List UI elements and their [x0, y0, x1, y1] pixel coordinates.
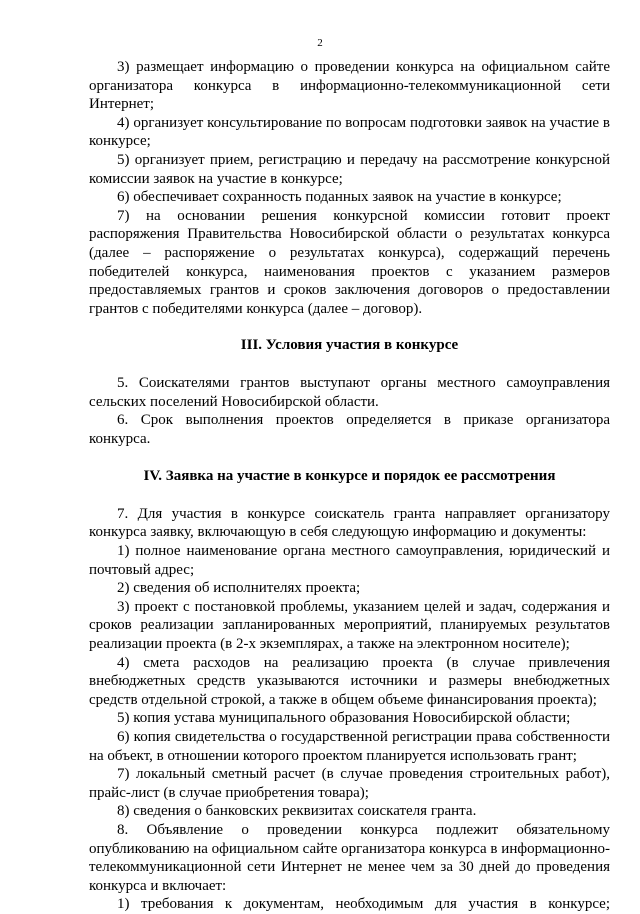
intro-item-4: 4) организует консультирование по вопросам подготовки заявок на участие в конкурсе;: [89, 114, 610, 150]
section-4-item-5: 5) копия устава муниципального образования Новосибирской области;: [117, 710, 571, 727]
intro-item-3: 3) размещает информацию о проведении конкурса на официальном сайте организатора конкурса в информационно-телекоммуникационной сети Интернет;: [89, 59, 610, 113]
document-body: [89, 58, 610, 914]
section-4-item-7: 7) локальный сметный расчет (в случае проведения строительных работ), прайс-лист (в случае приобретения товара);: [89, 766, 610, 801]
page-number: 2: [317, 37, 323, 49]
intro-item-5: 5) организует прием, регистрацию и передачу на рассмотрение конкурсной комиссии заявок на участие в конкурсе;: [89, 151, 610, 187]
section-4-item-4: 4) смета расходов на реализацию проекта (в случае привлечения внебюджетных средств указываются источники и размеры внебюджетных средств отдельной строкой, а также в общем объеме финансирования проекта);: [89, 654, 610, 708]
intro-item-7: 7) на основании решения конкурсной комиссии готовит проект распоряжения Правительства Новосибирской области о результатах конкурса (далее – распоряжение о результатах конкурса), содержащий перечень победителей конкурса, наименования проектов с указанием размеров предоставляемых грантов и сроков заключения договоров о предоставлении грантов с победителями конкурса (далее – договор).: [89, 207, 610, 317]
section-4-announcement-item-1: 1) требования к документам, необходимым для участия в конкурсе;: [117, 896, 610, 913]
section-4-paragraph-7: 7. Для участия в конкурсе соискатель гранта направляет организатору конкурса заявку, включающую в себя следующую информацию и документы:: [89, 505, 610, 541]
section-3-paragraph-6: 6. Срок выполнения проектов определяется в приказе организатора конкурса.: [89, 412, 610, 447]
section-3-title: III. Условия участия в конкурсе: [240, 337, 459, 354]
section-4-item-2: 2) сведения об исполнителях проекта;: [117, 580, 361, 597]
section-4-item-3: 3) проект с постановкой проблемы, указанием целей и задач, содержания и сроков реализации запланированных мероприятий, планируемых результатов реализации проекта (в 2-х экземплярах, а также на электронном носителе);: [89, 598, 610, 653]
section-4-paragraph-8: 8. Объявление о проведении конкурса подлежит обязательному опубликованию на официальном сайте организатора конкурса в информационно-телекоммуникационной сети Интернет не менее чем за 30 дней до проведения конкурса и включает:: [89, 821, 610, 894]
section-3-paragraph-5: 5. Соискателями грантов выступают органы местного самоуправления сельских поселений Новосибирской области.: [89, 374, 610, 410]
section-4-item-1: 1) полное наименование органа местного самоуправления, юридический и почтовый адрес;: [89, 543, 610, 578]
section-4-item-8: 8) сведения о банковских реквизитах соискателя гранта.: [117, 803, 477, 820]
intro-item-6: 6) обеспечивает сохранность поданных заявок на участие в конкурсе;: [117, 189, 562, 206]
section-4-item-6: 6) копия свидетельства о государственной регистрации права собственности на объект, в отношении которого проектом планируется использовать грант;: [89, 729, 610, 764]
section-4-title: IV. Заявка на участие в конкурсе и порядок ее рассмотрения: [143, 468, 556, 485]
